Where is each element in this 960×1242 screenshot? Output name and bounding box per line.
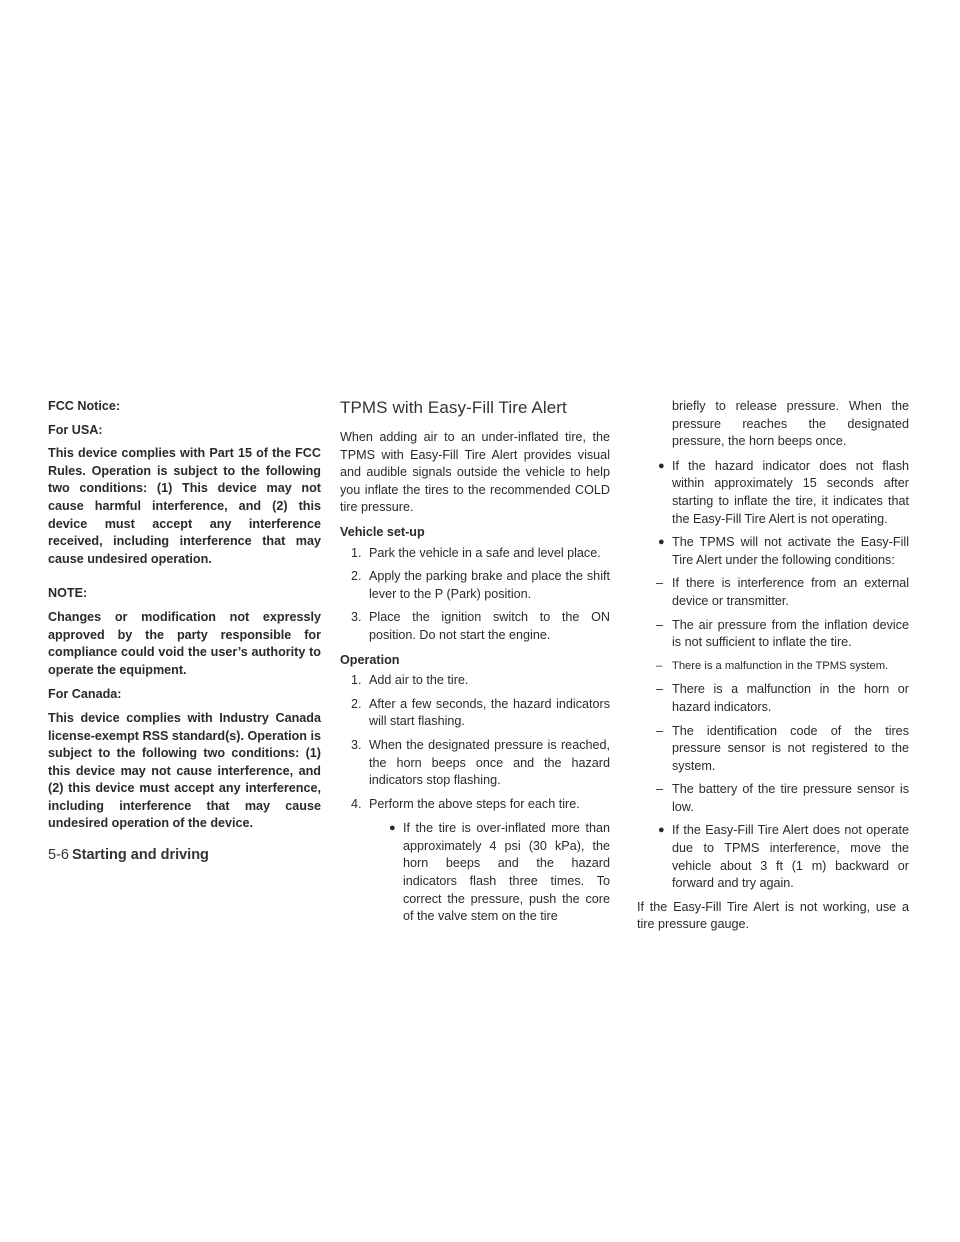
section-title: TPMS with Easy-Fill Tire Alert <box>340 398 567 417</box>
note-text: Changes or modification not expressly approved by the party responsible for compliance could void the user’s authority to operate the equipment. <box>48 609 321 677</box>
condition-item: – There is a malfunction in the horn or hazard indicators. <box>637 681 909 716</box>
not-activate-bullet: ● The TPMS will not activate the Easy-Fill Tire Alert under the following conditions: <box>637 534 909 569</box>
list-item: 3. Place the ignition switch to the ON position. Do not start the engine. <box>351 610 610 642</box>
section-name: Starting and driving <box>71 847 209 863</box>
canada-compliance-text: This device complies with Industry Canada license-exempt RSS standard(s). Operation is subject to the following two conditions: (1) this device may not cause interference, and (2) this device must accept any interference, including interference that may cause undesired operation of the device. <box>48 710 321 831</box>
page-footer <box>48 846 209 864</box>
for-usa-heading: For USA: <box>48 422 103 437</box>
tpms-column-continued <box>637 398 909 941</box>
fcc-notice-column <box>48 398 321 840</box>
overinflated-bullet: ● If the tire is over-inflated more than approximately 4 psi (30 kPa), the horn beeps and the hazard indicators flash three times. To correct the pressure, push the core of the valve stem on the tire <box>368 820 610 926</box>
setup-steps-list <box>340 545 610 645</box>
closing-paragraph: If the Easy-Fill Tire Alert is not working, use a tire pressure gauge. <box>637 899 909 932</box>
page-number: 5-6 <box>48 847 69 863</box>
condition-item: – The identification code of the tires pressure sensor is not registered to the system. <box>637 723 909 776</box>
tpms-column <box>340 398 610 932</box>
list-item: 1. Add air to the tire. <box>351 673 469 688</box>
list-item: 2. Apply the parking brake and place the shift lever to the P (Park) position. <box>351 569 610 601</box>
vehicle-setup-heading: Vehicle set-up <box>340 524 425 539</box>
condition-item: – There is a malfunction in the TPMS system. <box>637 658 909 676</box>
condition-item: – The air pressure from the inflation device is not sufficient to inflate the tire. <box>637 617 909 652</box>
condition-item: – The battery of the tire pressure sensor is low. <box>637 781 909 816</box>
fcc-notice-heading: FCC Notice: <box>48 399 121 413</box>
intro-paragraph: When adding air to an under-inflated tire, the TPMS with Easy-Fill Tire Alert provides visual and audible signals outside the vehicle to help you inflate the tires to the recommended COLD tire pressure. <box>340 430 610 515</box>
usa-compliance-text: This device complies with Part 15 of the FCC Rules. Operation is subject to the following two conditions: (1) This device may not cause harmful interference, and (2) this device must accept any interference received, including interference that may cause undesired operation. <box>48 446 321 566</box>
continued-text: briefly to release pressure. When the pressure reaches the designated pressure, the horn beeps once. <box>672 399 909 449</box>
interference-bullet: ● If the Easy-Fill Tire Alert does not operate due to TPMS interference, move the vehicle about 3 ft (1 m) backward or forward and try again. <box>637 822 909 892</box>
operation-heading: Operation <box>340 652 400 667</box>
list-item: 1. Park the vehicle in a safe and level place. <box>351 545 601 560</box>
list-item: 4. Perform the above steps for each tire. <box>351 796 580 811</box>
list-item: 3. When the designated pressure is reached, the horn beeps once and the hazard indicators stop flashing. <box>351 737 610 788</box>
list-item: 2. After a few seconds, the hazard indicators will start flashing. <box>351 696 610 729</box>
operation-steps-list <box>340 672 610 813</box>
condition-item: – If there is interference from an external device or transmitter. <box>637 575 909 610</box>
for-canada-heading: For Canada: <box>48 687 122 702</box>
no-flash-bullet: ● If the hazard indicator does not flash within approximately 15 seconds after starting to inflate the tire, it indicates that the Easy-Fill Tire Alert is not operating. <box>637 458 909 528</box>
note-heading: NOTE: <box>48 586 88 601</box>
